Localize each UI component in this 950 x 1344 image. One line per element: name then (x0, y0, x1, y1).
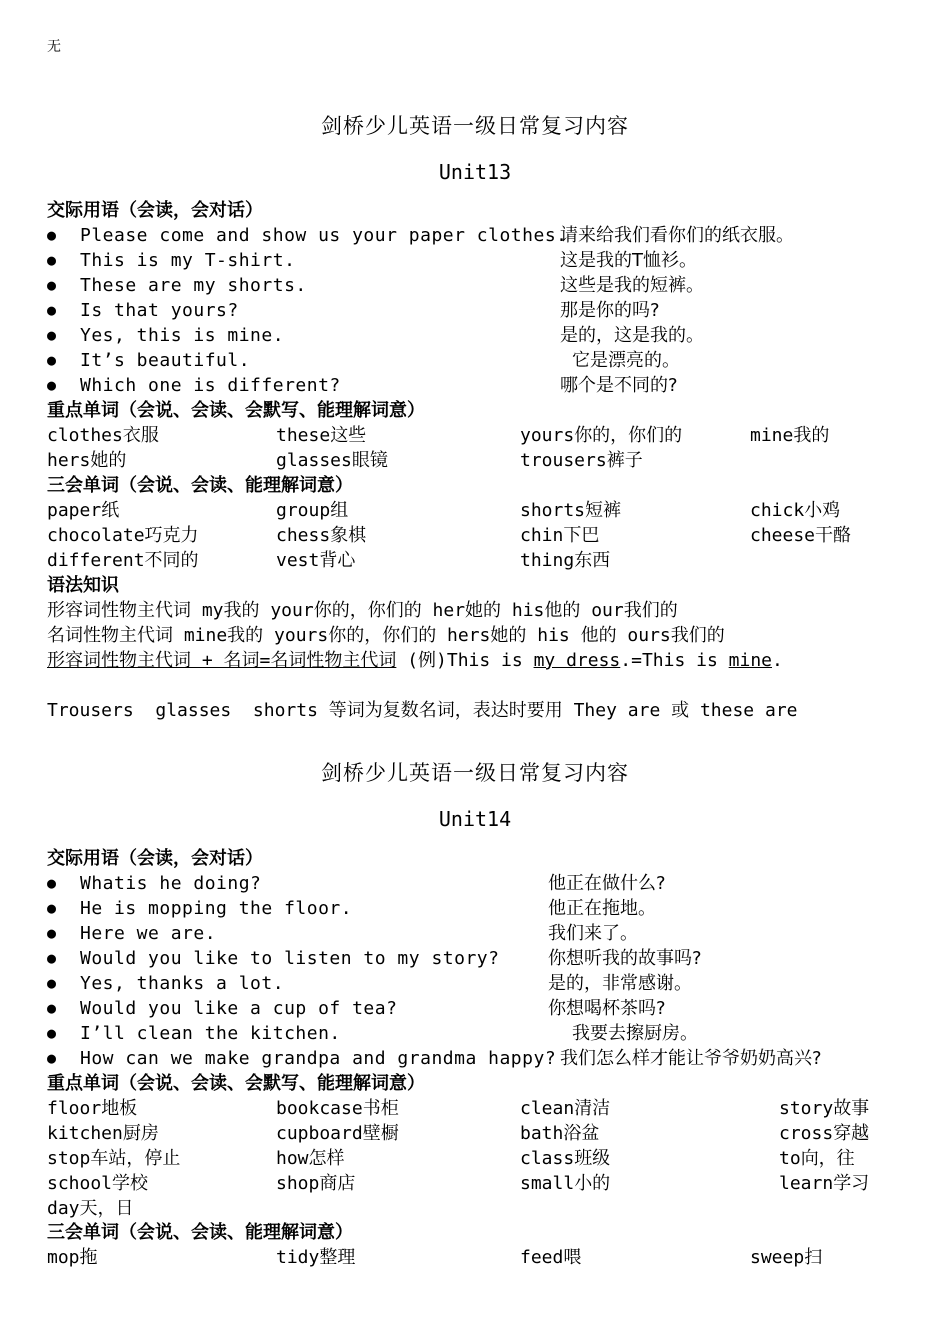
bullet-icon: ● (47, 949, 57, 967)
three-words-heading: 三会单词（会说、会读、能理解词意） (47, 1222, 353, 1243)
vocab-word: feed (520, 1247, 564, 1268)
phrase-zh: 你想喝杯茶吗? (548, 998, 666, 1019)
vocab-item (520, 423, 682, 448)
vocab-word: how (276, 1148, 309, 1169)
page-title: 剑桥少儿英语一级日常复习内容 (321, 761, 629, 785)
vocab-item (47, 1121, 159, 1146)
vocab-item (779, 1171, 869, 1196)
vocab-meaning: 商店 (319, 1173, 356, 1194)
vocab-meaning: 地板 (101, 1098, 138, 1119)
phrase-en: This is my T-shirt. (80, 250, 296, 271)
bullet-icon: ● (47, 874, 57, 892)
vocab-meaning: 巧克力 (144, 525, 199, 546)
bullet-icon: ● (47, 924, 57, 942)
vocab-meaning: 班级 (574, 1148, 611, 1169)
vocab-meaning: 车站，停止 (90, 1148, 181, 1169)
vocab-meaning: 向，往 (800, 1148, 855, 1169)
phrase-en: Is that yours? (80, 300, 239, 321)
phrase-zh: 请来给我们看你们的纸衣服。 (560, 225, 794, 246)
phrase-en: Would you like a cup of tea? (80, 998, 398, 1019)
bullet-icon: ● (47, 351, 57, 369)
phrase-en: Would you like to listen to my story? (80, 948, 500, 969)
vocab-meaning: 组 (330, 500, 349, 521)
vocab-item (47, 498, 119, 523)
vocab-item (750, 523, 851, 548)
vocab-meaning: 浴盆 (563, 1123, 600, 1144)
grammar-rule: 形容词性物主代词 + 名词=名词性物主代词 (47, 650, 397, 671)
example-middle: .=This is (620, 650, 729, 671)
vocab-word: these (276, 425, 331, 446)
vocab-item (276, 1171, 355, 1196)
vocab-item (520, 1146, 610, 1171)
vocab-item (779, 1146, 855, 1171)
phrase-en: Please come and show us your paper clothes. (80, 225, 568, 246)
phrase-zh: 是的，这是我的。 (560, 325, 704, 346)
vocab-meaning: 这些 (330, 425, 367, 446)
vocab-word: story (779, 1098, 834, 1119)
vocab-word: chick (750, 500, 805, 521)
vocab-item (276, 423, 366, 448)
vocab-word: chess (276, 525, 331, 546)
phrase-zh: 那是你的吗? (560, 300, 660, 321)
vocab-word: learn (779, 1173, 834, 1194)
vocab-word: stop (47, 1148, 91, 1169)
vocab-item (276, 523, 366, 548)
vocab-meaning: 眼镜 (351, 450, 388, 471)
vocab-word: mop (47, 1247, 80, 1268)
vocab-meaning: 整理 (319, 1247, 356, 1268)
phrase-zh: 是的，非常感谢。 (548, 973, 692, 994)
vocab-word: group (276, 500, 331, 521)
unit-heading: Unit14 (438, 807, 512, 831)
phrase-en: These are my shorts. (80, 275, 307, 296)
page-title: 剑桥少儿英语一级日常复习内容 (321, 114, 629, 138)
grammar-line: 名词性物主代词 mine我的 yours你的，你们的 hers她的 his 他的 ours我们的 (47, 625, 725, 646)
phrase-en: Here we are. (80, 923, 217, 944)
bullet-icon: ● (47, 301, 57, 319)
vocab-item (520, 1121, 599, 1146)
vocab-word: clean (520, 1098, 575, 1119)
vocab-word: school (47, 1173, 113, 1194)
vocab-meaning: 我的 (793, 425, 830, 446)
vocab-word: floor (47, 1098, 102, 1119)
bullet-icon: ● (47, 326, 57, 344)
vocab-item (276, 448, 388, 473)
phrase-en: Yes, thanks a lot. (80, 973, 285, 994)
vocab-word: kitchen (47, 1123, 123, 1144)
vocab-item (47, 548, 199, 573)
phrase-en: Whatis he doing? (80, 873, 262, 894)
phrase-zh: 我们来了。 (548, 923, 638, 944)
vocab-word: cross (779, 1123, 834, 1144)
vocab-item (47, 1096, 137, 1121)
vocab-item (750, 498, 840, 523)
grammar-rule-line (47, 648, 783, 673)
phrase-en: It’s beautiful. (80, 350, 251, 371)
vocab-item (47, 1196, 134, 1221)
vocab-item (276, 1146, 345, 1171)
unit-heading: Unit13 (438, 160, 512, 184)
phrase-zh: 你想听我的故事吗? (548, 948, 702, 969)
vocab-word: sweep (750, 1247, 805, 1268)
vocab-item (520, 1096, 610, 1121)
vocab-word: tidy (276, 1247, 320, 1268)
bullet-icon: ● (47, 1024, 57, 1042)
vocab-meaning: 清洁 (574, 1098, 611, 1119)
vocab-meaning: 扫 (804, 1247, 823, 1268)
vocab-word: paper (47, 500, 102, 521)
vocab-item (47, 523, 199, 548)
header-mark: 无 (47, 39, 61, 55)
vocab-meaning: 你的，你们的 (574, 425, 683, 446)
vocab-word: shorts (520, 500, 586, 521)
vocab-word: cheese (750, 525, 816, 546)
example-end: . (772, 650, 783, 671)
phrase-zh: 他正在做什么? (548, 873, 666, 894)
vocab-word: cupboard (276, 1123, 363, 1144)
vocab-word: vest (276, 550, 320, 571)
vocab-item (47, 1171, 148, 1196)
bullet-icon: ● (47, 1049, 57, 1067)
vocab-item (276, 1096, 399, 1121)
vocab-item (47, 423, 159, 448)
vocab-item (520, 1171, 610, 1196)
vocab-meaning: 天，日 (79, 1198, 134, 1219)
phrase-zh: 这些是我的短裤。 (560, 275, 704, 296)
phrase-en: Which one is different? (80, 375, 341, 396)
vocab-meaning: 穿越 (833, 1123, 870, 1144)
vocab-item (520, 1245, 581, 1270)
phrase-zh: 哪个是不同的? (560, 375, 678, 396)
vocab-word: bookcase (276, 1098, 363, 1119)
vocab-item (520, 498, 621, 523)
vocab-meaning: 壁橱 (362, 1123, 399, 1144)
vocab-meaning: 她的 (90, 450, 127, 471)
bullet-icon: ● (47, 974, 57, 992)
vocab-word: chocolate (47, 525, 145, 546)
vocab-meaning: 东西 (574, 550, 611, 571)
phrase-zh: 我要去擦厨房。 (572, 1023, 698, 1044)
vocab-word: thing (520, 550, 575, 571)
vocab-item (520, 448, 643, 473)
vocab-word: clothes (47, 425, 123, 446)
vocab-meaning: 短裤 (585, 500, 622, 521)
phrase-en: I’ll clean the kitchen. (80, 1023, 341, 1044)
phrases-heading: 交际用语（会读，会对话） (47, 848, 263, 869)
grammar-heading: 语法知识 (47, 575, 119, 596)
vocab-word: yours (520, 425, 575, 446)
phrase-zh: 他正在拖地。 (548, 898, 656, 919)
vocab-item (750, 1245, 822, 1270)
vocab-word: to (779, 1148, 801, 1169)
vocab-item (47, 1146, 180, 1171)
bullet-icon: ● (47, 226, 57, 244)
bullet-icon: ● (47, 276, 57, 294)
phrases-heading: 交际用语（会读，会对话） (47, 200, 263, 221)
vocab-word: hers (47, 450, 91, 471)
vocab-meaning: 纸 (101, 500, 120, 521)
vocab-meaning: 怎样 (308, 1148, 345, 1169)
phrase-en: Yes, this is mine. (80, 325, 285, 346)
grammar-line: 形容词性物主代词 my我的 your你的，你们的 her她的 his他的 our我们的 (47, 600, 678, 621)
example-answer: mine (728, 650, 773, 671)
vocab-meaning: 学习 (833, 1173, 870, 1194)
vocab-meaning: 小鸡 (804, 500, 841, 521)
vocab-meaning: 书柜 (362, 1098, 399, 1119)
phrase-zh: 它是漂亮的。 (572, 350, 680, 371)
three-words-heading: 三会单词（会说、会读、能理解词意） (47, 475, 353, 496)
vocab-meaning: 喂 (563, 1247, 582, 1268)
vocab-word: chin (520, 525, 564, 546)
vocab-word: day (47, 1198, 80, 1219)
vocab-word: trousers (520, 450, 607, 471)
vocab-meaning: 衣服 (122, 425, 159, 446)
vocab-meaning: 拖 (79, 1247, 98, 1268)
vocab-item (779, 1121, 869, 1146)
vocab-word: different (47, 550, 145, 571)
vocab-meaning: 象棋 (330, 525, 367, 546)
vocab-meaning: 裤子 (606, 450, 643, 471)
phrase-zh: 我们怎么样才能让爷爷奶奶高兴? (560, 1048, 822, 1069)
vocab-word: bath (520, 1123, 564, 1144)
bullet-icon: ● (47, 999, 57, 1017)
vocab-item (276, 498, 348, 523)
vocab-item (276, 1245, 355, 1270)
vocab-meaning: 学校 (112, 1173, 149, 1194)
vocab-meaning: 小的 (574, 1173, 611, 1194)
vocab-item (276, 548, 355, 573)
vocab-item (276, 1121, 399, 1146)
vocab-word: glasses (276, 450, 352, 471)
plural-note: Trousers glasses shorts 等词为复数名词，表达时要用 They are 或 these are (47, 700, 798, 721)
vocab-word: shop (276, 1173, 320, 1194)
key-words-heading: 重点单词（会说、会读、会默写、能理解词意） (47, 400, 425, 421)
bullet-icon: ● (47, 899, 57, 917)
vocab-word: small (520, 1173, 575, 1194)
vocab-item (47, 1245, 98, 1270)
phrase-zh: 这是我的T恤衫。 (560, 250, 697, 271)
vocab-item (750, 423, 829, 448)
example-prefix: (例)This is (396, 650, 534, 671)
bullet-icon: ● (47, 376, 57, 394)
key-words-heading: 重点单词（会说、会读、会默写、能理解词意） (47, 1073, 425, 1094)
vocab-item (520, 523, 599, 548)
vocab-meaning: 干酪 (815, 525, 852, 546)
vocab-meaning: 下巴 (563, 525, 600, 546)
phrase-en: How can we make grandpa and grandma happy? (80, 1048, 557, 1069)
vocab-item (779, 1096, 869, 1121)
phrase-en: He is mopping the floor. (80, 898, 353, 919)
vocab-word: mine (750, 425, 794, 446)
vocab-item (47, 448, 126, 473)
vocab-meaning: 不同的 (144, 550, 199, 571)
example-phrase: my dress (533, 650, 621, 671)
vocab-meaning: 背心 (319, 550, 356, 571)
vocab-word: class (520, 1148, 575, 1169)
vocab-meaning: 故事 (833, 1098, 870, 1119)
vocab-item (520, 548, 610, 573)
bullet-icon: ● (47, 251, 57, 269)
vocab-meaning: 厨房 (122, 1123, 159, 1144)
